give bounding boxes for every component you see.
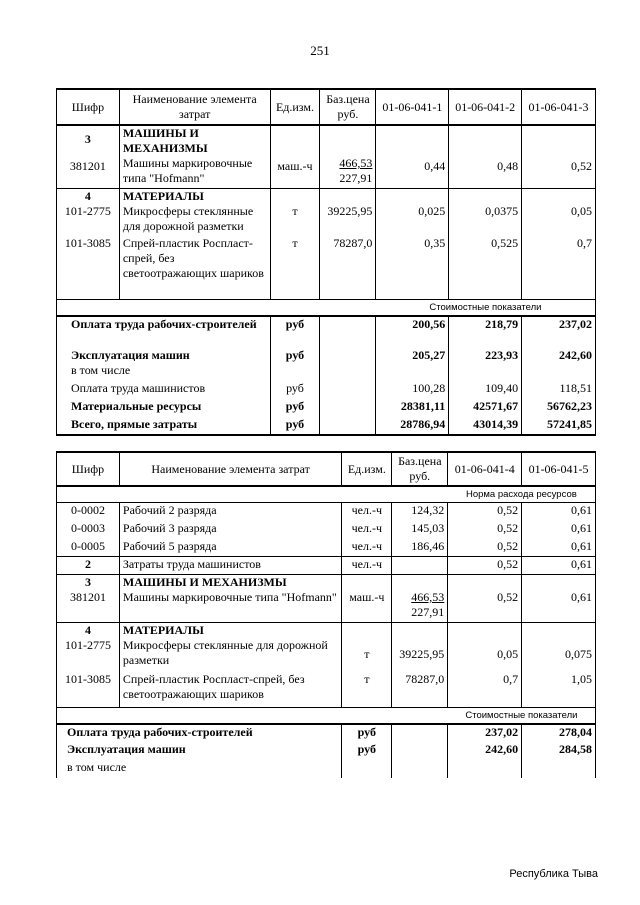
material-1-price: 39225,95 (392, 638, 448, 672)
summary-v2: 284,58 (522, 742, 596, 760)
machine-name: Машины маркировочные типа "Hofmann" (119, 156, 270, 188)
section-2-v2: 0,61 (522, 557, 596, 575)
machine-price: 466,53 227,91 (392, 590, 448, 622)
machine-code: 381201 (57, 590, 120, 622)
summary-v3: 118,51 (522, 381, 596, 399)
worker-v1: 0,52 (448, 539, 522, 557)
worker-name: Рабочий 5 разряда (119, 539, 341, 557)
material-2-code: 101-3085 (57, 672, 120, 708)
machine-v2: 0,48 (449, 156, 522, 188)
material-1-v1: 0,05 (448, 638, 522, 672)
header-col-4: 01-06-041-4 (448, 452, 522, 486)
summary-name: Всего, прямые затраты (57, 417, 271, 435)
machine-v2: 0,61 (522, 590, 596, 622)
summary-v2: 43014,39 (449, 417, 522, 435)
material-1-v1: 0,025 (376, 204, 449, 236)
summary-v1: 237,02 (448, 724, 522, 742)
section-4-num: 4 (57, 622, 120, 638)
worker-unit: чел.-ч (342, 539, 392, 557)
summary-name: Оплата труда машинистов (57, 381, 271, 399)
summary-v3: 57241,85 (522, 417, 596, 435)
worker-price: 186,46 (392, 539, 448, 557)
section-2-unit: чел.-ч (342, 557, 392, 575)
summary-unit: руб (270, 316, 320, 348)
material-1-code: 101-2775 (57, 638, 120, 672)
header-col-1: 01-06-041-1 (376, 89, 449, 125)
machine-v1: 0,52 (448, 590, 522, 622)
summary-v2: 278,04 (522, 724, 596, 742)
material-1-unit: т (270, 204, 320, 236)
section-3-title: МАШИНЫ И МЕХАНИЗМЫ (119, 125, 270, 156)
header-price: Баз.цена руб. (320, 89, 376, 125)
summary-name: в том числе (57, 760, 342, 778)
resource-table-2 (56, 451, 596, 778)
material-2-code: 101-3085 (57, 236, 120, 300)
machine-name: Машины маркировочные типа "Hofmann" (119, 590, 341, 622)
worker-price: 145,03 (392, 521, 448, 539)
material-2-v2: 0,525 (449, 236, 522, 300)
resource-table-1 (56, 88, 596, 436)
summary-name: Эксплуатация машин (57, 742, 342, 760)
worker-name: Рабочий 2 разряда (119, 503, 341, 521)
resource-norm-label: Норма расхода ресурсов (448, 486, 596, 503)
summary-v2: 223,93 (449, 348, 522, 363)
summary-name: Оплата труда рабочих-строителей (57, 316, 271, 348)
worker-name: Рабочий 3 разряда (119, 521, 341, 539)
summary-v3: 237,02 (522, 316, 596, 348)
region-footer: Республика Тыва (509, 868, 598, 880)
worker-v1: 0,52 (448, 503, 522, 521)
material-2-price: 78287,0 (392, 672, 448, 708)
summary-v1: 28381,11 (376, 399, 449, 417)
worker-code: 0-0002 (57, 503, 120, 521)
worker-v2: 0,61 (522, 539, 596, 557)
section-4-title: МАТЕРИАЛЫ (119, 188, 270, 204)
material-1-unit: т (342, 638, 392, 672)
header-col-2: 01-06-041-2 (449, 89, 522, 125)
header-unit: Ед.изм. (342, 452, 392, 486)
section-3-num: 3 (57, 575, 120, 591)
machine-price: 466,53 227,91 (320, 156, 376, 188)
material-1-v3: 0,05 (522, 204, 596, 236)
material-2-unit: т (270, 236, 320, 300)
worker-price: 124,32 (392, 503, 448, 521)
machine-v1: 0,44 (376, 156, 449, 188)
header-name: Наименование элемента затрат (119, 452, 341, 486)
summary-unit: руб (270, 381, 320, 399)
material-2-price: 78287,0 (320, 236, 376, 300)
summary-v2: 42571,67 (449, 399, 522, 417)
summary-v1: 28786,94 (376, 417, 449, 435)
worker-code: 0-0003 (57, 521, 120, 539)
summary-name: Оплата труда рабочих-строителей (57, 724, 342, 742)
worker-v2: 0,61 (522, 521, 596, 539)
material-2-v1: 0,35 (376, 236, 449, 300)
summary-v1: 100,28 (376, 381, 449, 399)
summary-v2: 109,40 (449, 381, 522, 399)
section-4-num: 4 (57, 188, 120, 204)
material-2-v2: 1,05 (522, 672, 596, 708)
summary-name: в том числе (57, 363, 271, 381)
section-3-num: 3 (57, 125, 120, 156)
header-col-5: 01-06-041-5 (522, 452, 596, 486)
summary-name: Материальные ресурсы (57, 399, 271, 417)
page-number: 251 (310, 43, 330, 58)
header-name: Наименование элемента затрат (119, 89, 270, 125)
worker-v1: 0,52 (448, 521, 522, 539)
header-unit: Ед.изм. (270, 89, 320, 125)
worker-unit: чел.-ч (342, 521, 392, 539)
summary-v1: 242,60 (448, 742, 522, 760)
worker-code: 0-0005 (57, 539, 120, 557)
material-2-name: Спрей-пластик Роспласт-спрей, без светоотражающих шариков (119, 236, 270, 300)
material-1-price: 39225,95 (320, 204, 376, 236)
header-code: Шифр (57, 89, 120, 125)
material-2-unit: т (342, 672, 392, 708)
section-3-title: МАШИНЫ И МЕХАНИЗМЫ (119, 575, 341, 591)
machine-v3: 0,52 (522, 156, 596, 188)
summary-v3: 242,60 (522, 348, 596, 363)
summary-unit: руб (270, 348, 320, 363)
material-2-v1: 0,7 (448, 672, 522, 708)
cost-indicators-label: Стоимостные показатели (448, 708, 596, 725)
section-4-title: МАТЕРИАЛЫ (119, 622, 341, 638)
summary-unit: руб (270, 399, 320, 417)
summary-v1: 200,56 (376, 316, 449, 348)
section-2-num: 2 (57, 557, 120, 575)
material-1-name: Микросферы стеклянные для дорожной разметки (119, 204, 270, 236)
worker-v2: 0,61 (522, 503, 596, 521)
material-1-code: 101-2775 (57, 204, 120, 236)
material-2-name: Спрей-пластик Роспласт-спрей, без светоотражающих шариков (119, 672, 341, 708)
material-1-name: Микросферы стеклянные для дорожной разметки (119, 638, 341, 672)
summary-v1: 205,27 (376, 348, 449, 363)
machine-unit: маш.-ч (342, 590, 392, 622)
machine-unit: маш.-ч (270, 156, 320, 188)
summary-v3: 56762,23 (522, 399, 596, 417)
header-col-3: 01-06-041-3 (522, 89, 596, 125)
material-2-v3: 0,7 (522, 236, 596, 300)
machine-code: 381201 (57, 156, 120, 188)
summary-v2: 218,79 (449, 316, 522, 348)
cost-indicators-label: Стоимостные показатели (376, 300, 596, 317)
section-2-name: Затраты труда машинистов (119, 557, 341, 575)
section-2-v1: 0,52 (448, 557, 522, 575)
header-code: Шифр (57, 452, 120, 486)
summary-unit: руб (342, 724, 392, 742)
material-1-v2: 0,0375 (449, 204, 522, 236)
worker-unit: чел.-ч (342, 503, 392, 521)
material-1-v2: 0,075 (522, 638, 596, 672)
summary-unit: руб (270, 417, 320, 435)
summary-name: Эксплуатация машин (57, 348, 271, 363)
summary-unit: руб (342, 742, 392, 760)
header-price: Баз.цена руб. (392, 452, 448, 486)
